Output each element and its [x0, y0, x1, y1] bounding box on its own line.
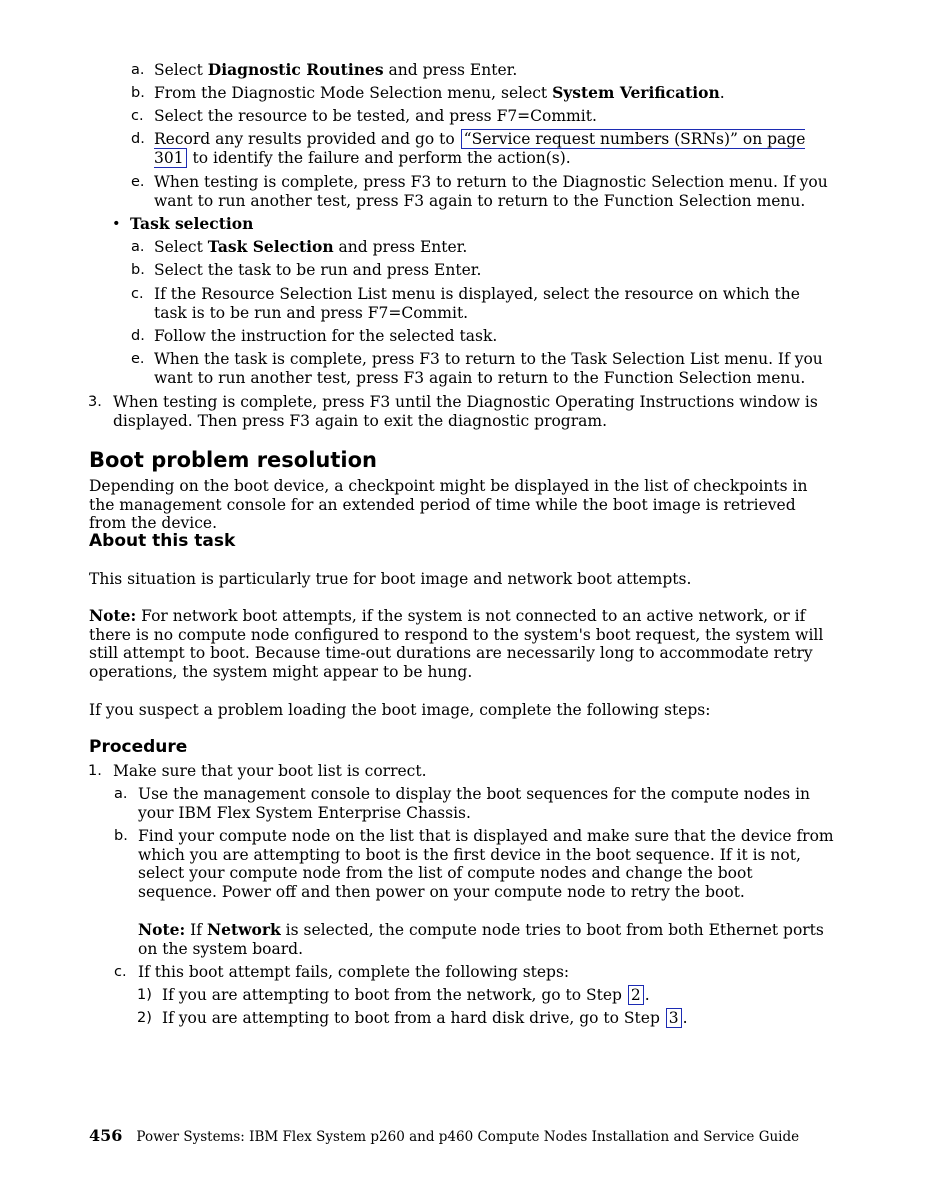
list-marker: 3. — [88, 394, 102, 410]
list-item: a. Select Task Selection and press Enter. — [131, 237, 468, 256]
step-2-link[interactable]: 2 — [628, 985, 644, 1005]
list-marker: b. — [114, 828, 128, 844]
list-marker: a. — [114, 786, 128, 802]
list-item: e. When testing is complete, press F3 to return to the Diagnostic Selection menu. If you want to run another test, press F3 again to return to the Function Selection menu. — [131, 173, 828, 210]
list-item: d. Follow the instruction for the selected task. — [131, 327, 498, 345]
list-marker: 1) — [137, 987, 152, 1003]
list-item: 1) If you are attempting to boot from the network, go to Step 2 . — [137, 986, 650, 1004]
note-paragraph: Note: If Network is selected, the compute node tries to boot from both Ethernet ports on the system board. — [138, 920, 824, 958]
note-paragraph: Note: For network boot attempts, if the system is not connected to an active network, or if there is no compute node configured to respond to the system's boot request, the system will still attempt to boot. Because time-out durations are necessarily long to accommodate retry operations, the system might appear to be hung. — [89, 606, 824, 682]
list-item: c. If the Resource Selection List menu is displayed, select the resource on which the task is to be run and press F7=Commit. — [131, 285, 800, 322]
book-title: Power Systems: IBM Flex System p260 and p460 Compute Nodes Installation and Service Guide — [136, 1129, 800, 1145]
list-item: 2) If you are attempting to boot from a hard disk drive, go to Step 3 . — [137, 1009, 688, 1027]
note-label: Note: — [89, 606, 137, 625]
note-label: Note: — [138, 920, 186, 939]
page-number: 456 — [89, 1126, 123, 1145]
ui-term: Task Selection — [207, 237, 334, 256]
list-item: b. Find your compute node on the list that is displayed and make sure that the device from which you are attempting to boot is the first device in the boot sequence. If it is not, select your compute node from the list of compute nodes and change the boot sequence. Power off and then power on your compute node to retry the boot. — [114, 827, 834, 902]
ui-term: System Verification — [552, 83, 720, 102]
bullet-title: Task selection — [130, 214, 254, 233]
list-item: 3. When testing is complete, press F3 until the Diagnostic Operating Instructions window is displayed. Then press F3 again to exit the diagnostic program. — [88, 393, 818, 430]
list-item: b. From the Diagnostic Mode Selection menu, select System Verification. — [131, 83, 725, 102]
list-item: 1. Make sure that your boot list is correct. — [88, 762, 427, 780]
list-marker: c. — [114, 964, 127, 980]
suspect-paragraph: If you suspect a problem loading the boot image, complete the following steps: — [89, 701, 711, 719]
subsection-heading-about: About this task — [89, 531, 236, 551]
list-item: e. When the task is complete, press F3 to return to the Task Selection List menu. If you want to run another test, press F3 again to return to the Function Selection menu. — [131, 350, 823, 387]
list-item: c. If this boot attempt fails, complete the following steps: — [114, 963, 570, 981]
step-3-link[interactable]: 3 — [666, 1008, 682, 1028]
intro-paragraph: Depending on the boot device, a checkpoint might be displayed in the list of checkpoints in the management console for an extended period of time while the boot image is retrieved from the device. — [89, 477, 808, 533]
ui-term: Network — [206, 920, 281, 939]
list-item: b. Select the task to be run and press Enter. — [131, 261, 482, 279]
list-marker: 2) — [137, 1010, 152, 1026]
list-marker: a. — [131, 239, 145, 255]
bullet-marker: • — [112, 216, 121, 232]
list-marker: 1. — [88, 763, 102, 779]
section-heading: Boot problem resolution — [89, 448, 377, 472]
list-marker: c. — [131, 108, 144, 124]
list-item: a. Use the management console to display the boot sequences for the compute nodes in your IBM Flex System Enterprise Chassis. — [114, 785, 811, 822]
ui-term: Diagnostic Routines — [207, 60, 384, 79]
list-marker: d. — [131, 131, 145, 147]
list-marker: b. — [131, 262, 145, 278]
page-footer — [89, 1127, 799, 1147]
list-item: d. Record any results provided and go to “Service request numbers (SRNs)” on page 301 to identify the failure and perform the action(s). — [131, 130, 806, 167]
subsection-heading-procedure: Procedure — [89, 737, 188, 757]
list-marker: e. — [131, 174, 145, 190]
list-marker: e. — [131, 351, 145, 367]
list-marker: d. — [131, 328, 145, 344]
list-item: a. Select Diagnostic Routines and press Enter. — [131, 60, 518, 79]
srn-cross-reference-link[interactable]: “Service request numbers (SRNs)” on page 301 — [154, 130, 806, 167]
list-marker: b. — [131, 85, 145, 101]
list-marker: a. — [131, 62, 145, 78]
bullet-item-task-selection — [112, 214, 830, 234]
about-paragraph: This situation is particularly true for boot image and network boot attempts. — [89, 570, 692, 588]
list-marker: c. — [131, 286, 144, 302]
list-item: c. Select the resource to be tested, and press F7=Commit. — [131, 107, 597, 125]
